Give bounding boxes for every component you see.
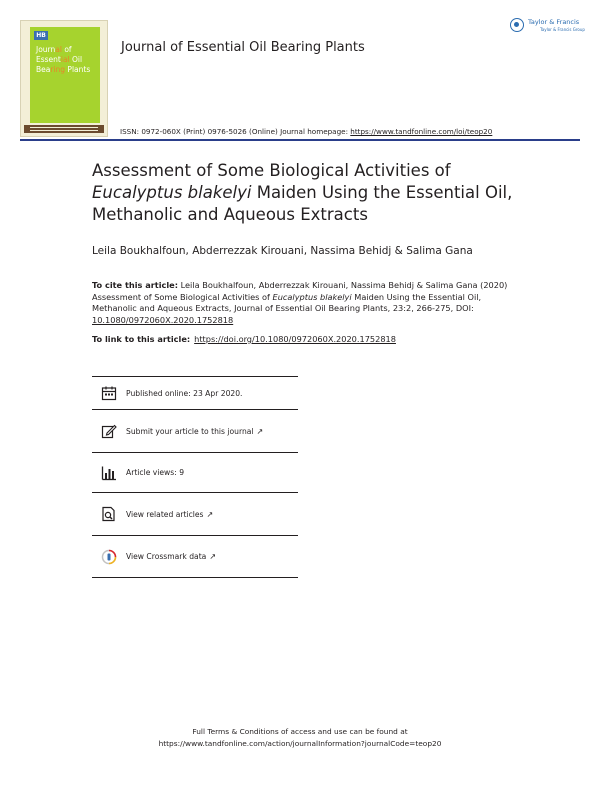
header-rule [20, 139, 580, 141]
article-doi-link[interactable]: https://doi.org/10.1080/0972060X.2020.1752818 [194, 334, 396, 344]
publisher-logo[interactable] [510, 17, 585, 39]
related-articles-box[interactable]: View related articles ↗ [92, 493, 298, 536]
issn-line [120, 127, 492, 136]
document-search-icon [100, 505, 118, 523]
bar-chart-icon [100, 464, 118, 482]
issn-text: ISSN: 0972-060X (Print) 0976-5026 (Online) Journal homepage: [120, 127, 348, 136]
published-online-box: Published online: 23 Apr 2020. [92, 376, 298, 410]
journal-cover-thumbnail [20, 20, 108, 137]
author-list: Leila Boukhalfoun, Abderrezzak Kirouani, Nassima Behidj & Salima Gana [92, 245, 473, 257]
external-link-icon: ↗ [206, 509, 214, 519]
edit-icon [100, 422, 118, 440]
cover-logo: HB [34, 31, 48, 40]
cover-green-panel [30, 27, 100, 123]
cover-title-line: Essential Oil [36, 55, 83, 64]
publisher-name: Taylor & Francis [528, 18, 580, 26]
footer-journal-link[interactable]: https://www.tandfonline.com/action/journalInformation?journalCode=teop20 [158, 739, 442, 748]
publisher-subtitle: Taylor & Francis Group [540, 27, 585, 32]
publisher-logo-icon [510, 18, 524, 32]
citation-doi-link[interactable]: 10.1080/0972060X.2020.1752818 [92, 314, 234, 325]
article-link-label: To link to this article: [92, 334, 191, 344]
journal-homepage-link[interactable]: https://www.tandfonline.com/loi/teop20 [350, 127, 493, 136]
crossmark-box[interactable]: View Crossmark data ↗ [92, 536, 298, 578]
cover-band [24, 125, 104, 133]
calendar-icon [100, 384, 118, 402]
cover-title-line: Bearing Plants [36, 65, 91, 74]
citation-label: To cite this article: [92, 280, 178, 290]
article-link-line [92, 334, 396, 344]
external-link-icon: ↗ [256, 426, 264, 436]
journal-title[interactable]: Journal of Essential Oil Bearing Plants [121, 40, 365, 55]
external-link-icon: ↗ [209, 552, 217, 561]
article-views-box: Article views: 9 [92, 453, 298, 493]
crossmark-icon [100, 548, 118, 566]
cover-title-line: Journal of [36, 45, 72, 54]
cover-title [36, 45, 100, 75]
footer-line-terms: Full Terms & Conditions of access and use can be found at [192, 727, 408, 736]
citation-block: To cite this article: Leila Boukhalfoun, Abderrezzak Kirouani, Nassima Behidj & Salima Gana (2020) Assessment of Some Biological Activities of Eucalyptus blakelyi Maiden Using the Essential Oil, Methanolic and Aqueous Extracts, Journal of Essential Oil Bearing Plants, 23:2, 266-275, DOI: 10.1080/0972060X.2020.1752818 [92, 280, 508, 325]
footer-terms [0, 726, 600, 750]
article-title: Assessment of Some Biological Activities of Eucalyptus blakelyi Maiden Using the Essential Oil, Methanolic and Aqueous Extracts [92, 161, 513, 224]
submit-article-box[interactable]: Submit your article to this journal ↗ [92, 410, 298, 453]
